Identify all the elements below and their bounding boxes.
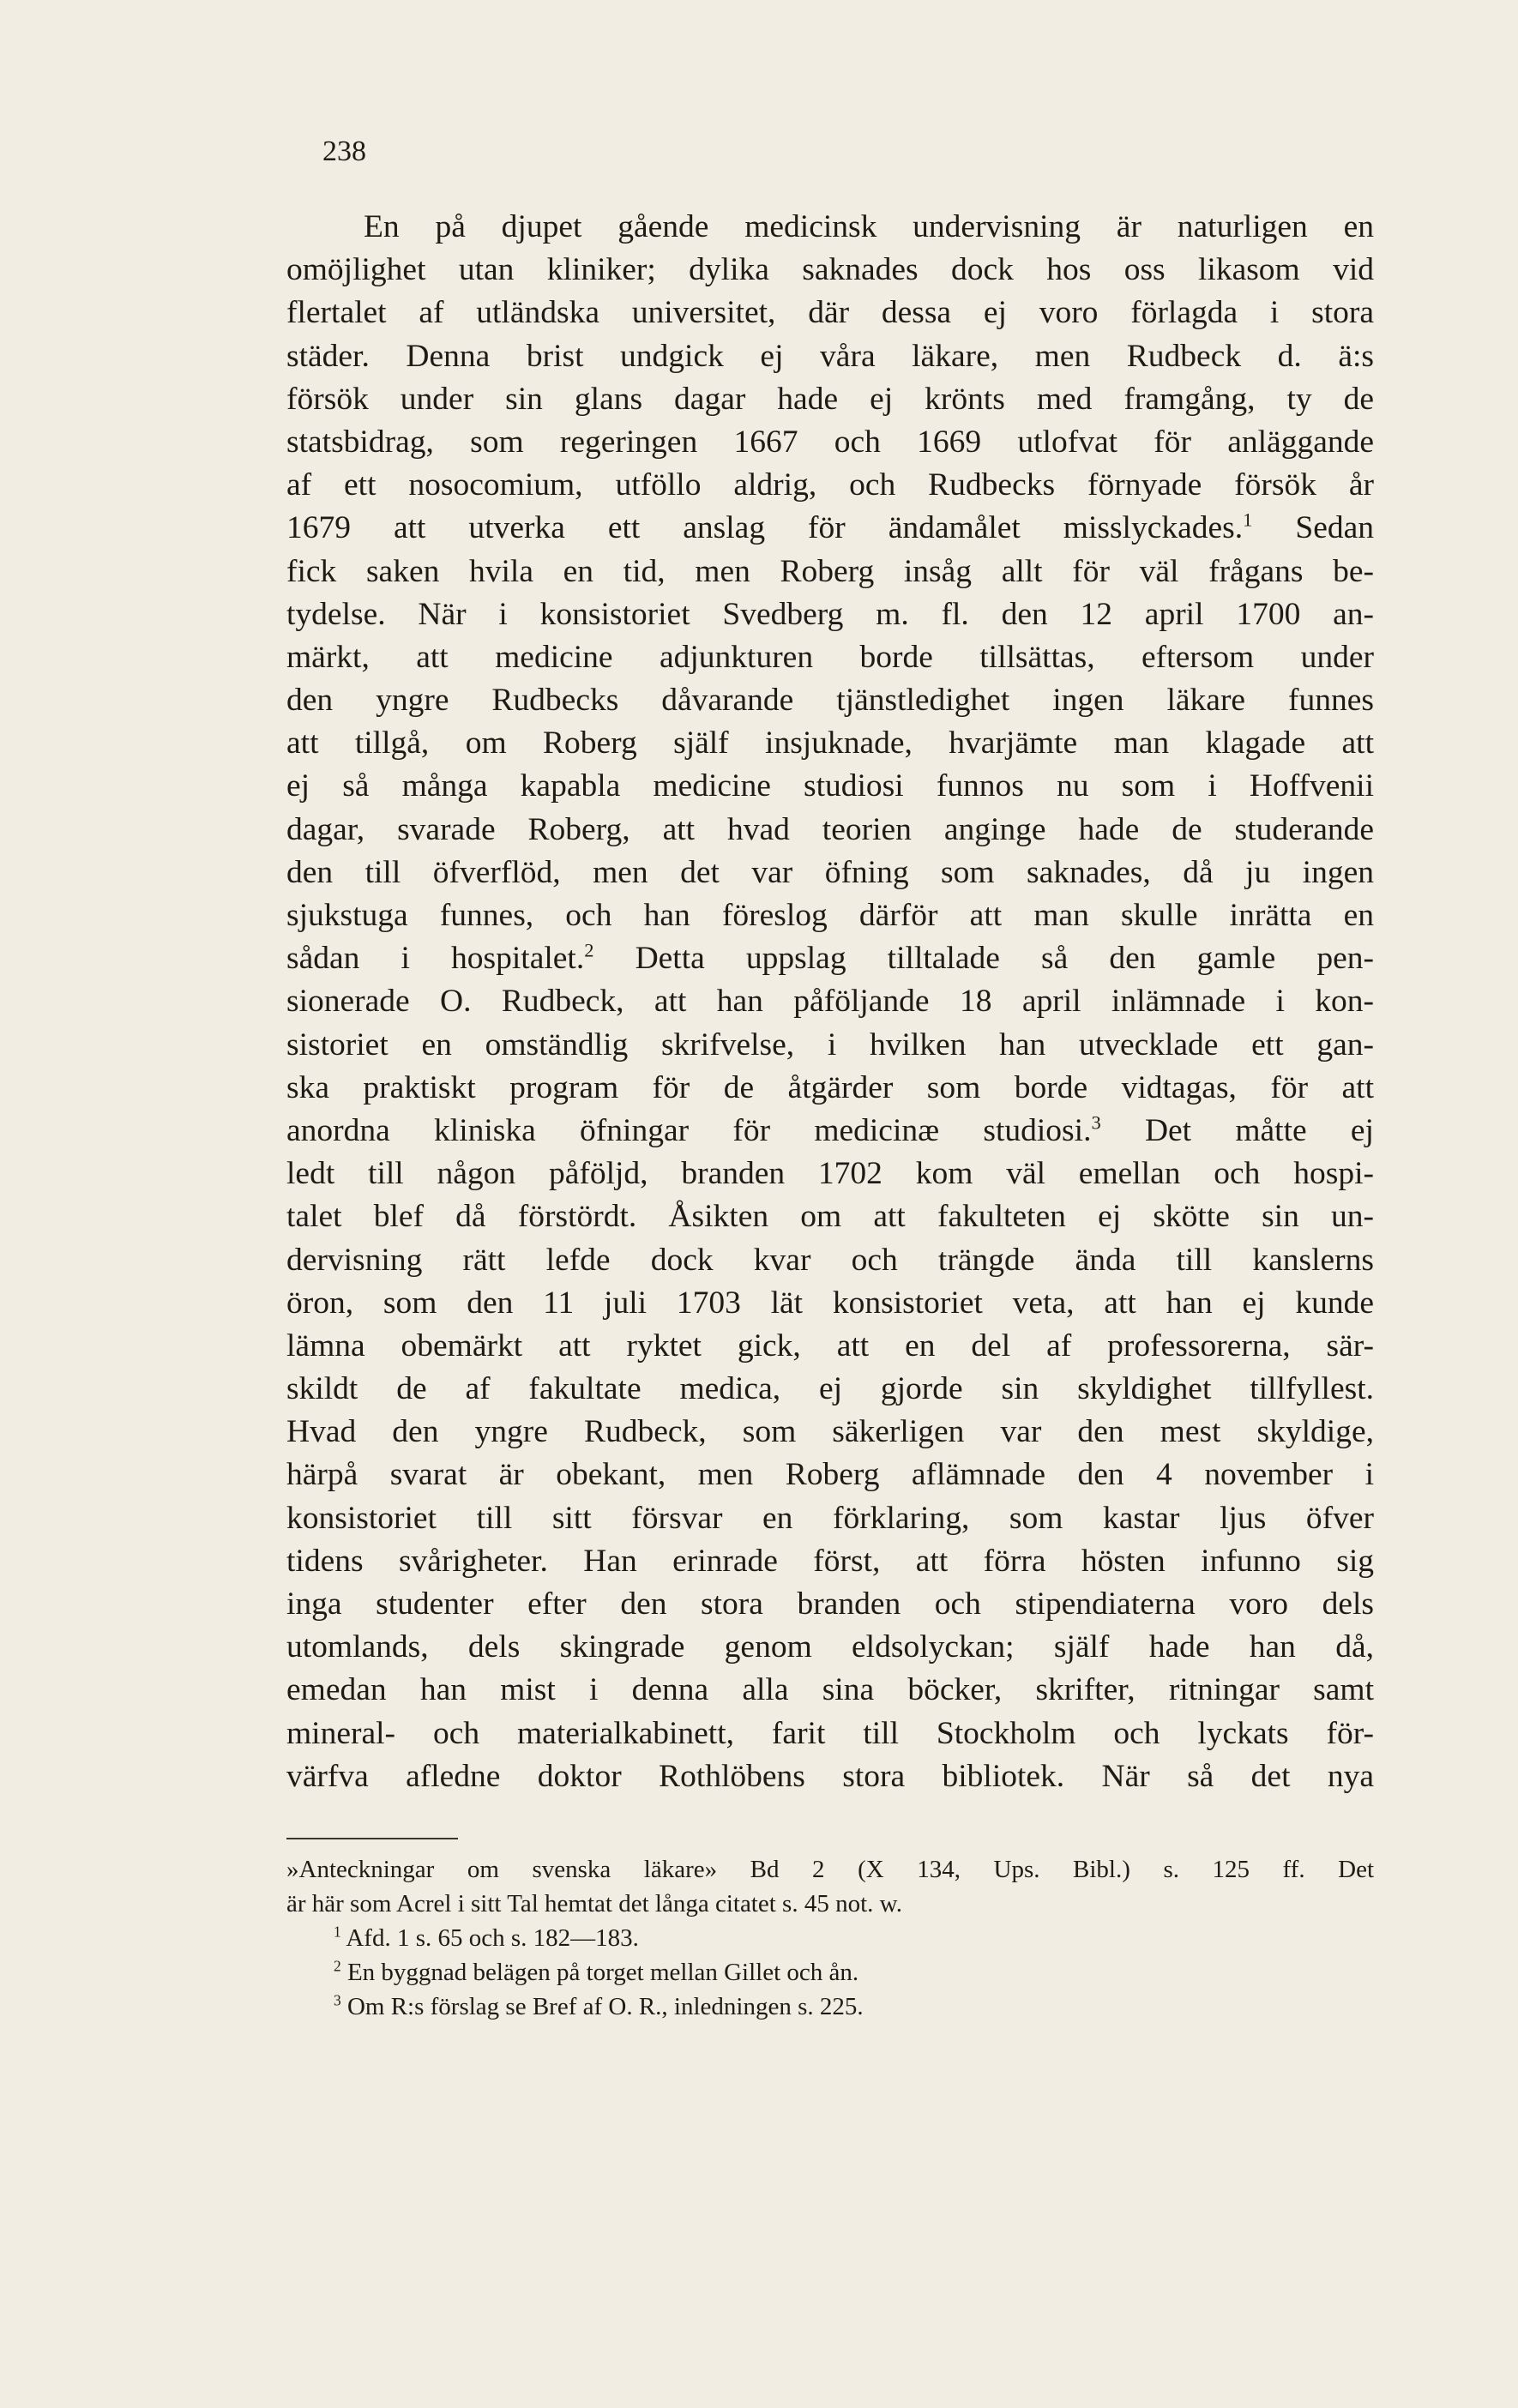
text-line-content: konsistoriet till sitt försvar en förklaring, som kastar ljus öfver bbox=[286, 1500, 1374, 1536]
footnote-text: Afd. 1 s. 65 och s. 182—183. bbox=[340, 1924, 639, 1952]
text-line bbox=[286, 1368, 1374, 1411]
page-number: 238 bbox=[322, 135, 366, 167]
text-line bbox=[286, 335, 1374, 378]
text-line bbox=[286, 292, 1374, 334]
text-line bbox=[286, 1411, 1374, 1454]
footnote-reference: 3 bbox=[1091, 1111, 1101, 1134]
text-line bbox=[286, 1626, 1374, 1669]
text-line-content: värfva afledne doktor Rothlöbens stora bibliotek. När så det nya bbox=[286, 1758, 1374, 1794]
text-line-content: sionerade O. Rudbeck, att han påföljande 18 april inlämnade i kon- bbox=[286, 984, 1374, 1020]
text-line-content: utomlands, dels skingrade genom eldsolyckan; själf hade han då, bbox=[286, 1629, 1374, 1665]
footnotes bbox=[286, 1852, 1374, 2024]
footnote-3 bbox=[286, 1990, 1374, 2024]
text-line-content: En på djupet gående medicinsk undervisning är naturligen en bbox=[364, 209, 1374, 244]
text-line bbox=[286, 1067, 1374, 1110]
text-line-content: dervisning rätt lefde dock kvar och trängde ända till kanslerns bbox=[286, 1242, 1374, 1278]
text-line bbox=[286, 378, 1374, 421]
footnote-2 bbox=[286, 1955, 1374, 1990]
footnote-mark: 3 bbox=[334, 1991, 341, 2009]
text-line bbox=[286, 980, 1374, 1023]
text-line-content: märkt, att medicine adjunkturen borde tillsättas, eftersom under bbox=[286, 639, 1374, 675]
text-line-content: talet blef då förstördt. Åsikten om att fakulteten ej skötte sin un- bbox=[286, 1199, 1374, 1235]
text-line bbox=[286, 1755, 1374, 1798]
text-line-continuation: Detta uppslag tilltalade så den gamle pen- bbox=[593, 941, 1374, 977]
text-line-content: städer. Denna brist undgick ej våra läkare, men Rudbeck d. ä:s bbox=[286, 338, 1374, 374]
text-line-content: skildt de af fakultate medica, ej gjorde sin skyldighet tillfyllest. bbox=[286, 1371, 1374, 1407]
text-line bbox=[286, 464, 1374, 507]
text-line bbox=[286, 1282, 1374, 1325]
text-line-content: statsbidrag, som regeringen 1667 och 1669 utlofvat för anläggande bbox=[286, 424, 1374, 460]
text-line-content: den yngre Rudbecks dåvarande tjänstledighet ingen läkare funnes bbox=[286, 683, 1374, 719]
text-line-content: sistoriet en omständlig skrifvelse, i hvilken han utvecklade ett gan- bbox=[286, 1026, 1374, 1063]
text-line-content: flertalet af utländska universitet, där dessa ej voro förlagda i stora bbox=[286, 295, 1374, 331]
text-line bbox=[286, 1540, 1374, 1583]
text-line-continuation: Sedan bbox=[1252, 510, 1374, 546]
text-line bbox=[286, 249, 1374, 292]
text-line bbox=[286, 1669, 1374, 1712]
text-line bbox=[286, 636, 1374, 679]
text-line bbox=[286, 1713, 1374, 1755]
text-line-content: anordna kliniska öfningar för medicinæ studiosi. bbox=[286, 1112, 1092, 1148]
text-line-content: Hvad den yngre Rudbeck, som säkerligen var den mest skyldige, bbox=[286, 1414, 1374, 1450]
footnote-intro-line: är här som Acrel i sitt Tal hemtat det långa citatet s. 45 not. w. bbox=[286, 1890, 902, 1917]
footnote-mark: 1 bbox=[334, 1923, 341, 1941]
text-line-content: lämna obemärkt att ryktet gick, att en del af professorerna, sär- bbox=[286, 1327, 1374, 1364]
text-line bbox=[286, 593, 1374, 636]
text-line-content: 1679 att utverka ett anslag för ändamålet misslyckades. bbox=[286, 510, 1244, 546]
text-line-content: försök under sin glans dagar hade ej krönts med framgång, ty de bbox=[286, 381, 1374, 417]
footnote-mark: 2 bbox=[334, 1957, 341, 1975]
text-line-content: sådan i hospitalet. bbox=[286, 941, 585, 977]
text-line bbox=[286, 722, 1374, 765]
footnote-text: En byggnad belägen på torget mellan Gillet och ån. bbox=[340, 1959, 859, 1986]
text-line bbox=[286, 507, 1374, 550]
text-line bbox=[286, 937, 1374, 980]
text-line-content: dagar, svarade Roberg, att hvad teorien anginge hade de studerande bbox=[286, 811, 1374, 847]
text-line bbox=[286, 1325, 1374, 1368]
text-line bbox=[286, 206, 1374, 249]
body-text bbox=[286, 206, 1374, 1798]
text-line bbox=[286, 1239, 1374, 1282]
footnote-separator bbox=[286, 1838, 458, 1839]
footnote-intro-line: »Anteckningar om svenska läkare» Bd 2 (X 134, Ups. Bibl.) s. 125 ff. Det bbox=[286, 1856, 1374, 1883]
footnote-reference: 2 bbox=[584, 939, 594, 961]
text-line-content: sjukstuga funnes, och han föreslog därför att man skulle inrätta en bbox=[286, 898, 1374, 933]
text-line-content: tidens svårigheter. Han erinrade först, att förra hösten infunno sig bbox=[286, 1543, 1374, 1579]
text-line bbox=[286, 1153, 1374, 1195]
text-line bbox=[286, 1497, 1374, 1540]
footnote-1 bbox=[286, 1921, 1374, 1955]
text-line bbox=[286, 551, 1374, 593]
text-line-content: fick saken hvila en tid, men Roberg insåg allt för väl frågans be- bbox=[286, 553, 1374, 589]
text-line-content: ledt till någon påföljd, branden 1702 kom väl emellan och hospi- bbox=[286, 1156, 1374, 1192]
text-line-content: mineral- och materialkabinett, farit till Stockholm och lyckats för- bbox=[286, 1715, 1374, 1751]
text-line-content: ska praktiskt program för de åtgärder som borde vidtagas, för att bbox=[286, 1069, 1374, 1105]
text-line bbox=[286, 679, 1374, 722]
footnote-reference: 1 bbox=[1243, 509, 1253, 531]
text-line-content: af ett nosocomium, utföllo aldrig, och Rudbecks förnyade försök år bbox=[286, 467, 1374, 503]
text-line bbox=[286, 852, 1374, 894]
footnote-text: Om R:s förslag se Bref af O. R., inledningen s. 225. bbox=[340, 1993, 864, 2020]
text-line bbox=[286, 1110, 1374, 1153]
text-line bbox=[286, 1583, 1374, 1626]
text-line bbox=[286, 809, 1374, 852]
text-line-content: härpå svarat är obekant, men Roberg aflämnade den 4 november i bbox=[286, 1457, 1374, 1493]
text-line bbox=[286, 1195, 1374, 1238]
text-line-content: inga studenter efter den stora branden och stipendiaterna voro dels bbox=[286, 1586, 1374, 1622]
text-line-content: tydelse. När i konsistoriet Svedberg m. fl. den 12 april 1700 an- bbox=[286, 596, 1374, 632]
text-line-content: ej så många kapabla medicine studiosi funnos nu som i Hoffvenii bbox=[286, 768, 1374, 804]
text-line-content: öron, som den 11 juli 1703 lät konsistoriet veta, att han ej kunde bbox=[286, 1285, 1374, 1321]
text-line bbox=[286, 765, 1374, 808]
text-line-content: den till öfverflöd, men det var öfning som saknades, då ju ingen bbox=[286, 854, 1374, 890]
text-line-content: emedan han mist i denna alla sina böcker, skrifter, ritningar samt bbox=[286, 1672, 1374, 1708]
text-line bbox=[286, 894, 1374, 937]
text-line-content: omöjlighet utan kliniker; dylika saknades dock hos oss likasom vid bbox=[286, 252, 1374, 288]
text-line bbox=[286, 1454, 1374, 1496]
text-line-content: att tillgå, om Roberg själf insjuknade, hvarjämte man klagade att bbox=[286, 725, 1374, 762]
text-line bbox=[286, 1024, 1374, 1067]
text-line bbox=[286, 421, 1374, 464]
text-line-continuation: Det måtte ej bbox=[1100, 1112, 1374, 1148]
